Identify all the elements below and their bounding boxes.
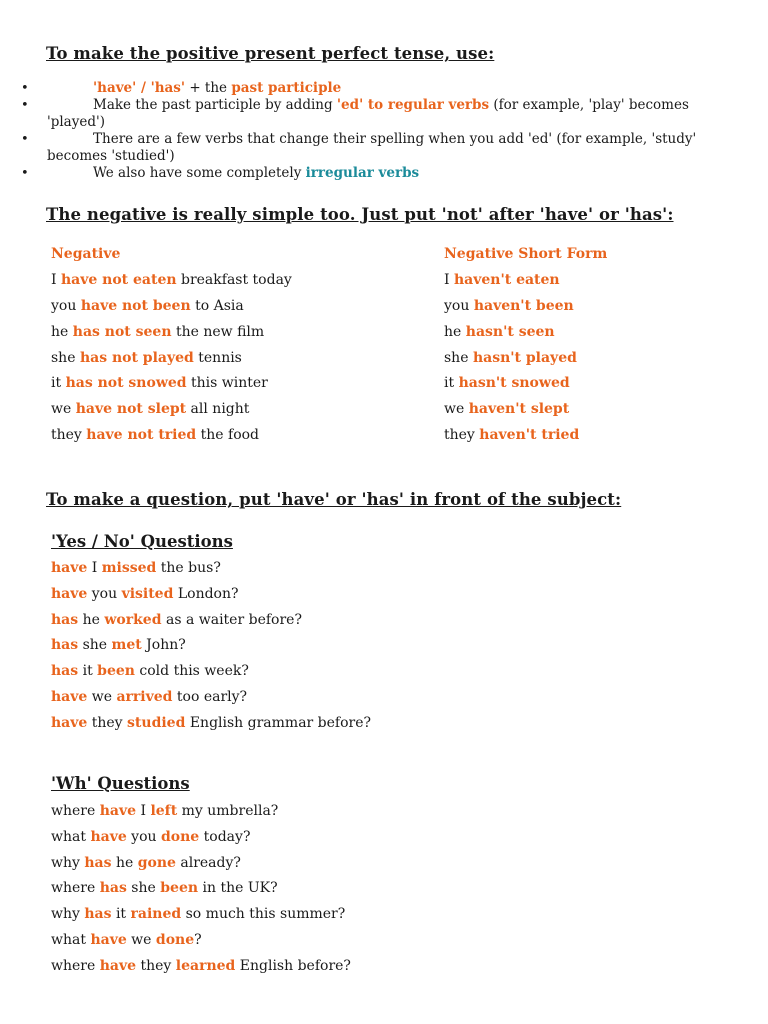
example-sentence (51, 876, 351, 902)
text-segment: you (51, 298, 81, 315)
text-segment: I (87, 560, 102, 576)
text-segment: I (51, 272, 61, 289)
text-segment: There are a few verbs that change their spelling when you add 'ed' (for example, 'study' becomes 'studied') (47, 131, 697, 164)
negative-title: Negative (51, 246, 121, 262)
highlighted-text: done (155, 931, 195, 948)
text-segment: what (51, 931, 91, 948)
example-sentence (51, 397, 292, 423)
example-sentence (51, 346, 292, 372)
text-segment: tennis (193, 349, 242, 366)
text-segment: John? (141, 637, 186, 654)
example-sentence (51, 423, 292, 449)
highlighted-text: have not been (80, 298, 191, 315)
highlighted-text: hasn't seen (465, 323, 555, 340)
text-segment: she (78, 637, 112, 654)
example-sentence (444, 371, 607, 397)
text-segment: they (444, 426, 480, 443)
text-segment: where (51, 803, 100, 819)
bullet-item (0, 131, 720, 165)
text-segment: she (126, 880, 161, 897)
bullet-dot-icon: • (21, 81, 29, 96)
text-segment: to Asia (190, 298, 244, 315)
bullet-dot-icon: • (21, 166, 29, 181)
text-segment: we (87, 688, 117, 705)
text-segment: ? (194, 931, 202, 948)
highlighted-text: hasn't snowed (458, 375, 570, 392)
wh-list (51, 799, 351, 980)
text-segment: breakfast today (176, 272, 292, 289)
highlighted-text: haven't tried (479, 426, 580, 443)
highlighted-text: hasn't played (472, 349, 577, 366)
text-segment: he (111, 854, 138, 871)
highlighted-text: 'ed' to regular verbs (336, 97, 490, 113)
example-sentence (51, 608, 371, 634)
bullet-item (0, 97, 720, 131)
highlighted-text: haven't slept (468, 400, 570, 417)
negative-column (51, 242, 292, 448)
example-sentence (444, 294, 607, 320)
highlighted-text: have (51, 688, 88, 705)
example-sentence (51, 851, 351, 877)
highlighted-text: done (161, 828, 200, 845)
text-segment: English grammar before? (185, 714, 372, 731)
example-sentence (444, 423, 607, 449)
example-sentence (51, 320, 292, 346)
text-segment: London? (173, 585, 239, 602)
text-segment: too early? (172, 688, 248, 705)
text-segment: why (51, 906, 85, 923)
bullet-dot-icon: • (21, 98, 29, 113)
highlighted-text: gone (137, 854, 176, 871)
text-segment: + the (185, 80, 232, 96)
text-segment: this winter (186, 375, 268, 392)
example-sentence (444, 397, 607, 423)
heading-positive: To make the positive present perfect tense, use: (46, 44, 495, 63)
highlighted-text: studied (127, 714, 186, 731)
text-segment: it (78, 663, 98, 680)
highlighted-text: arrived (116, 688, 173, 705)
example-sentence (51, 799, 351, 825)
highlighted-text: learned (175, 957, 236, 974)
highlighted-text: visited (121, 585, 174, 602)
text-segment: we (126, 931, 156, 948)
text-segment: cold this week? (134, 663, 249, 680)
text-segment: so much this summer? (181, 906, 346, 923)
example-sentence (51, 268, 292, 294)
text-segment: they (51, 426, 87, 443)
text-segment: it (111, 906, 131, 923)
text-segment: why (51, 854, 85, 871)
text-segment: Make the past participle by adding (93, 97, 337, 113)
highlighted-text: rained (130, 906, 182, 923)
text-segment: already? (175, 854, 241, 871)
text-segment: he (51, 323, 73, 340)
text-segment: he (78, 611, 105, 628)
text-segment: We also have some completely (93, 165, 306, 181)
text-segment: she (51, 349, 80, 366)
highlighted-text: been (160, 880, 199, 897)
highlighted-text: 'have' / 'has' (93, 80, 186, 96)
text-segment: they (136, 957, 176, 974)
highlighted-text: have (51, 585, 88, 602)
heading-negative: The negative is really simple too. Just put 'not' after 'have' or 'has': (46, 205, 674, 224)
highlighted-text: haven't eaten (453, 272, 560, 289)
text-segment: we (51, 400, 76, 417)
yes-no-list (51, 556, 371, 737)
negative-short-title: Negative Short Form (444, 246, 608, 262)
wh-title: 'Wh' Questions (51, 774, 190, 793)
text-segment: in the UK? (198, 880, 278, 897)
highlighted-text: worked (104, 611, 162, 628)
highlighted-text: has (51, 637, 79, 654)
example-sentence (51, 633, 371, 659)
yes-no-title: 'Yes / No' Questions (51, 532, 233, 551)
highlighted-text: met (111, 637, 142, 654)
highlighted-text: have not eaten (60, 272, 177, 289)
example-sentence (51, 711, 371, 737)
highlighted-text: have not tried (86, 426, 197, 443)
text-segment: I (444, 272, 454, 289)
text-segment: you (444, 298, 474, 315)
highlighted-text: irregular verbs (305, 165, 420, 181)
text-segment: (for example, 'play' becomes 'played') (47, 97, 689, 130)
example-sentence (51, 954, 351, 980)
example-sentence (51, 294, 292, 320)
text-segment: what (51, 828, 91, 845)
example-sentence (51, 928, 351, 954)
text-segment: the food (196, 426, 260, 443)
example-sentence (51, 582, 371, 608)
example-sentence (51, 685, 371, 711)
highlighted-text: have (99, 957, 137, 974)
text-segment: she (444, 349, 473, 366)
highlighted-text: has not snowed (65, 375, 187, 392)
text-segment: it (51, 375, 66, 392)
highlighted-text: haven't been (473, 298, 574, 315)
text-segment: I (136, 803, 151, 819)
heading-question: To make a question, put 'have' or 'has' in front of the subject: (46, 490, 622, 509)
text-segment: today? (199, 828, 251, 845)
example-sentence (444, 320, 607, 346)
highlighted-text: past participle (231, 80, 342, 96)
example-sentence (51, 556, 371, 582)
highlighted-text: have (51, 714, 88, 731)
highlighted-text: have (90, 828, 127, 845)
highlighted-text: has (51, 663, 79, 680)
text-segment: we (444, 400, 469, 417)
example-sentence (444, 346, 607, 372)
text-segment: all night (186, 400, 250, 417)
text-segment: where (51, 957, 100, 974)
highlighted-text: has (84, 906, 112, 923)
example-sentence (51, 825, 351, 851)
text-segment: they (87, 714, 128, 731)
highlighted-text: left (150, 803, 178, 819)
highlighted-text: has not seen (72, 323, 172, 340)
text-segment: my umbrella? (177, 803, 279, 819)
example-sentence (51, 902, 351, 928)
highlighted-text: has not played (79, 349, 194, 366)
highlighted-text: has (51, 611, 79, 628)
bullet-item (0, 165, 720, 182)
highlighted-text: has (99, 880, 127, 897)
text-segment: where (51, 880, 100, 897)
bullet-list (0, 80, 720, 182)
text-segment: the bus? (156, 560, 221, 576)
negative-short-column (444, 242, 607, 448)
text-segment: it (444, 375, 459, 392)
highlighted-text: been (97, 663, 135, 680)
text-segment: you (126, 828, 161, 845)
text-segment: English before? (235, 957, 351, 974)
text-segment: the new film (171, 323, 265, 340)
example-sentence (51, 371, 292, 397)
example-sentence (444, 268, 607, 294)
highlighted-text: have (51, 560, 88, 576)
highlighted-text: has (84, 854, 112, 871)
highlighted-text: missed (101, 560, 157, 576)
highlighted-text: have not slept (75, 400, 187, 417)
text-segment: as a waiter before? (161, 611, 302, 628)
bullet-dot-icon: • (21, 132, 29, 147)
highlighted-text: have (99, 803, 137, 819)
bullet-item (0, 80, 720, 97)
highlighted-text: have (90, 931, 127, 948)
text-segment: he (444, 323, 466, 340)
example-sentence (51, 659, 371, 685)
text-segment: you (87, 585, 122, 602)
